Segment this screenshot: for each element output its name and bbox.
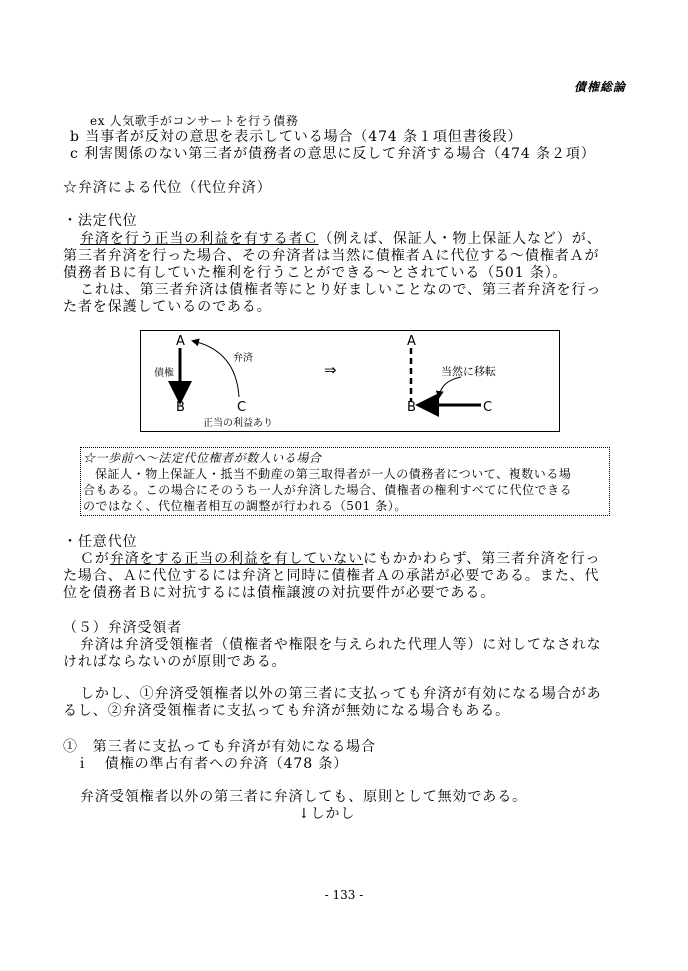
interest-label: 正当の利益あり	[203, 418, 273, 429]
underlined-phrase: 弁済を行う正当の利益を有する者Ｃ	[80, 231, 319, 247]
text-span: にもかかわらず、第三者弁済を行っ	[363, 551, 601, 567]
text-span: Ｃが	[80, 551, 110, 567]
subrogation-diagram	[140, 330, 560, 432]
continuation-marker: ↓しかし	[298, 806, 356, 822]
node-c-left: C	[237, 400, 247, 415]
paragraph-line	[80, 231, 602, 248]
diagram-svg	[141, 331, 559, 431]
page-number: - 133 -	[324, 888, 364, 902]
section-heading: ☆弁済による代位（代位弁済）	[63, 180, 272, 196]
node-b-left: B	[176, 400, 185, 415]
node-a-right: A	[407, 334, 416, 349]
node-b-right: B	[407, 400, 416, 415]
paragraph-line: しかし、①弁済受領権者以外の第三者に支払っても弁済が有効になる場合があ	[80, 686, 602, 702]
paragraph-line: た者を保護しているのである。	[63, 299, 272, 315]
box-line: 合もある。この場合にそのうち一人が弁済した場合、債権者の権利すべてに代位できる	[83, 483, 573, 497]
box-title: ☆一歩前へ～法定代位権者が数人いる場合	[83, 451, 322, 465]
subsection-heading: ① 第三者に支払っても弁済が有効になる場合	[63, 739, 376, 755]
paragraph-line: 第三者弁済を行った場合、その弁済者は当然に債権者Ａに代位する～債権者Ａが	[63, 248, 600, 264]
paragraph-line	[80, 551, 600, 568]
underlined-phrase: 弁済をする正当の利益を有していない	[109, 551, 364, 567]
section5-heading: （５）弁済受領者	[63, 620, 183, 636]
example-line: ex 人気歌手がコンサートを行う債務	[90, 114, 299, 128]
paragraph-line: 債務者Ｂに有していた権利を行うことができる～とされている（501 条）。	[63, 265, 568, 281]
paragraph-line: ければならないのが原則である。	[63, 654, 287, 670]
debt-label: 債権	[154, 368, 174, 379]
box-line: 保証人・物上保証人・抵当不動産の第三取得者が一人の債務者について、複数いる場	[95, 467, 572, 481]
paragraph-line: 位を債務者Ｂに対抗するには債権譲渡の対抗要件が必要である。	[63, 585, 496, 601]
paragraph-line: た場合、Ａに代位するには弁済と同時に債権者Ａの承諾が必要である。また、代	[63, 568, 600, 584]
node-a-left: A	[176, 334, 185, 349]
node-c-right: C	[483, 400, 493, 415]
running-header: 債権総論	[573, 80, 626, 94]
paragraph-line: 弁済受領権者以外の第三者に弁済しても、原則として無効である。	[80, 789, 527, 805]
paragraph-line: 弁済は弁済受領権者（債権者や権限を与えられた代理人等）に対してなされな	[80, 637, 602, 653]
transfer-hint-arrow	[439, 377, 461, 397]
case-c-line: c 利害関係のない第三者が債務者の意思に反して弁済する場合（474 条２項）	[70, 146, 596, 162]
paragraph-line: るし、②弁済受領権者に支払っても弁済が無効になる場合もある。	[63, 703, 510, 719]
payment-arrow	[193, 341, 239, 397]
hotei-daii-heading: ・法定代位	[63, 213, 138, 229]
sub-item-heading: ｉ 債権の準占有者への弁済（478 条）	[75, 756, 349, 772]
payment-label: 弁済	[233, 353, 253, 364]
nini-daii-heading: ・任意代位	[63, 534, 138, 550]
paragraph-line: これは、第三者弁済は債権者等にとり好ましいことなので、第三者弁済を行っ	[80, 282, 602, 298]
supplement-box	[80, 447, 610, 516]
transition-arrow: ⇒	[324, 361, 337, 379]
text-span: （例えば、保証人・物上保証人など）が、	[318, 231, 602, 247]
box-line: のではなく、代位権者相互の調整が行われる（501 条）。	[83, 499, 407, 513]
transfer-label: 当然に移転	[441, 365, 496, 378]
case-b-line: b 当事者が反対の意思を表示している場合（474 条１項但書後段）	[70, 129, 523, 145]
